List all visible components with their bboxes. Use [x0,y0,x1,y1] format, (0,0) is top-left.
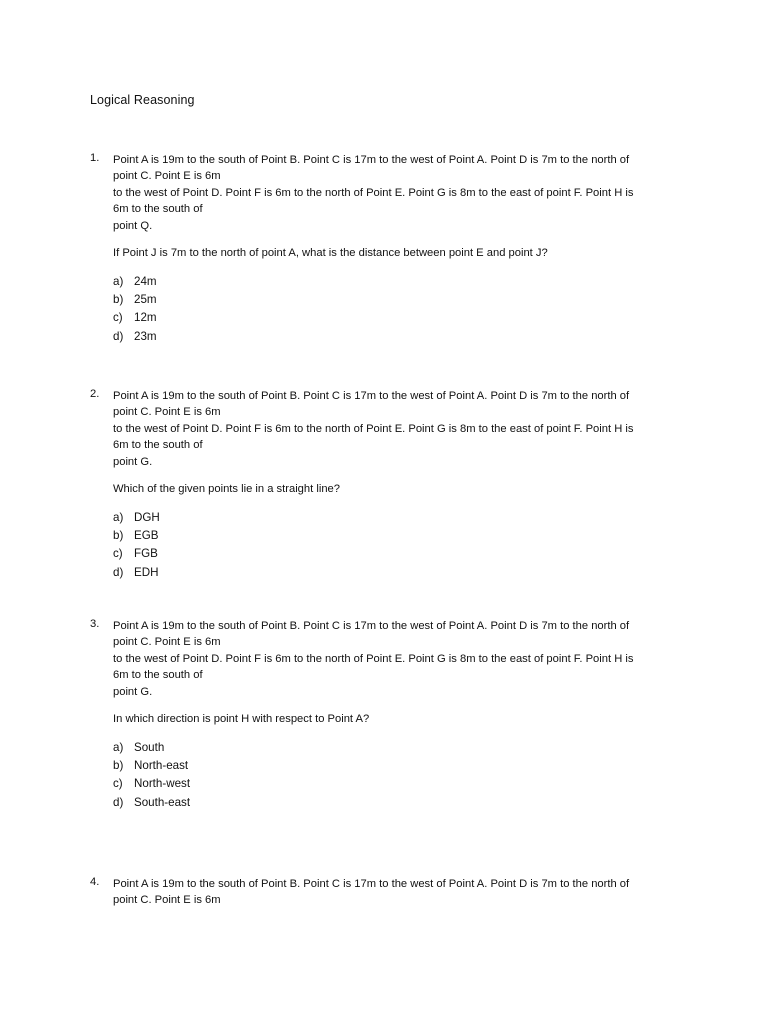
question-text-line: Point A is 19m to the south of Point B. Point C is 17m to the west of Point A. Point D is 7m to the north of [113,620,630,632]
option-letter: a) [113,741,124,755]
question-prompt: Which of the given points lie in a straight line? [113,483,340,496]
answer-option [113,564,680,582]
option-letter: d) [113,565,124,579]
question-text-line: to the west of Point D. Point F is 6m to the north of Point E. Point G is 8m to the east of point F. Point H is [113,186,634,199]
page-title: Logical Reasoning [90,93,195,107]
question-number: 3. [90,618,100,630]
option-text: FGB [134,547,158,561]
question-text-line: to the west of Point D. Point F is 6m to the north of Point E. Point G is 8m to the east of point F. Point H is [113,652,634,665]
question-text-line: point C. Point E is 6m [113,406,221,419]
question-prompt: In which direction is point H with respect to Point A? [113,713,370,726]
option-letter: c) [113,777,123,791]
option-text: 25m [134,293,157,307]
option-letter: d) [113,795,124,809]
question-text-line: point G. [113,685,153,698]
option-text: 12m [134,311,157,325]
question-text-line: Point A is 19m to the south of Point B. Point C is 17m to the west of Point A. Point D is 7m to the north of [113,878,630,890]
question-text-line: Point A is 19m to the south of Point B. Point C is 17m to the west of Point A. Point D is 7m to the north of [113,390,630,402]
question-text-line: point Q. [113,219,153,232]
answer-option [113,509,680,527]
question-4 [90,876,680,909]
question-number: 2. [90,388,100,400]
option-text: 24m [134,275,157,289]
question-body [113,876,680,909]
answer-options [113,509,680,582]
option-text: DGH [134,511,160,525]
option-letter: c) [113,547,123,561]
option-letter: a) [113,275,124,289]
answer-option [113,273,680,291]
answer-option [113,291,680,309]
option-text: South-east [134,795,191,809]
option-text: EGB [134,529,159,543]
answer-option [113,757,680,775]
question-number: 1. [90,152,100,164]
question-body [113,388,680,497]
answer-option [113,545,680,563]
option-text: EDH [134,565,159,579]
option-letter: b) [113,759,124,773]
answer-option [113,775,680,793]
question-text-line: point C. Point E is 6m [113,894,221,907]
question-text-line: point C. Point E is 6m [113,170,221,183]
answer-option [113,309,680,327]
question-text-line: point C. Point E is 6m [113,636,221,649]
option-letter: b) [113,293,124,307]
answer-option [113,739,680,757]
option-letter: a) [113,511,124,525]
answer-options [113,739,680,812]
question-body [113,152,680,261]
question-text-line: 6m to the south of [113,669,203,682]
option-letter: b) [113,529,124,543]
question-text-line: Point A is 19m to the south of Point B. Point C is 17m to the west of Point A. Point D is 7m to the north of [113,154,630,166]
option-letter: d) [113,329,124,343]
option-letter: c) [113,311,123,325]
answer-options [113,273,680,346]
option-text: North-east [134,759,189,773]
question-text-line: 6m to the south of [113,439,203,452]
question-1 [90,152,680,346]
answer-option [113,328,680,346]
question-text-line: to the west of Point D. Point F is 6m to the north of Point E. Point G is 8m to the east of point F. Point H is [113,422,634,435]
option-text: South [134,741,165,755]
question-text-line: point G. [113,455,153,468]
question-3 [90,618,680,812]
question-text-line: 6m to the south of [113,203,203,216]
answer-option [113,527,680,545]
option-text: 23m [134,329,157,343]
question-body [113,618,680,727]
question-number: 4. [90,876,100,888]
question-prompt: If Point J is 7m to the north of point A, what is the distance between point E and point J? [113,247,548,260]
option-text: North-west [134,777,191,791]
answer-option [113,794,680,812]
question-2 [90,388,680,582]
